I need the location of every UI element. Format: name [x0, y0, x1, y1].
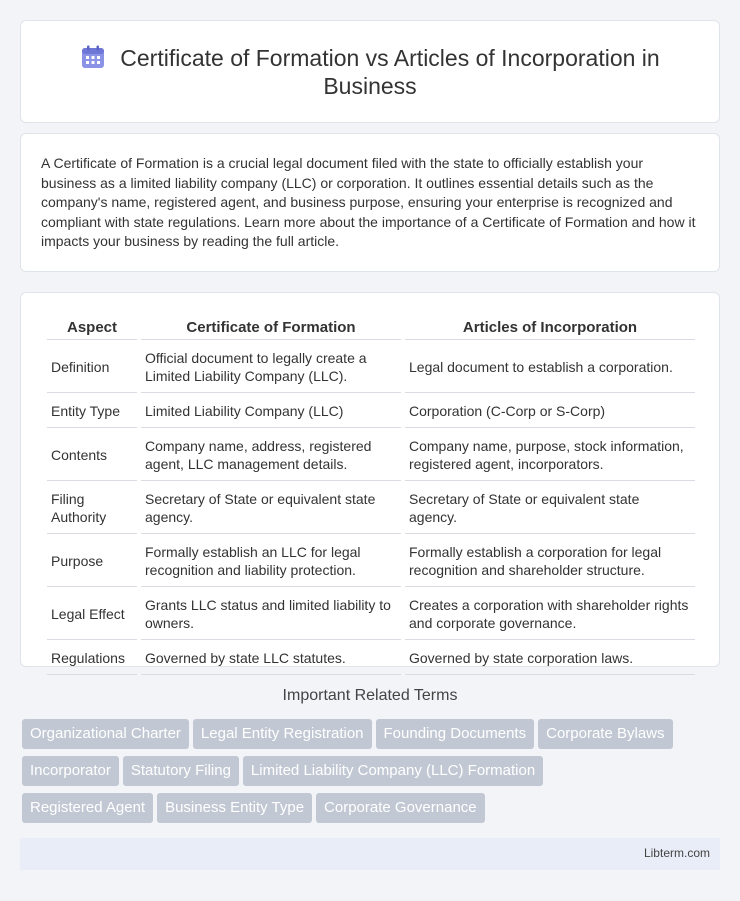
term-tag[interactable]: Incorporator	[22, 756, 119, 786]
table-cell: Purpose	[47, 536, 137, 587]
term-tag[interactable]: Limited Liability Company (LLC) Formation	[243, 756, 543, 786]
table-cell: Legal Effect	[47, 589, 137, 640]
related-terms-list	[22, 719, 722, 830]
title-card	[20, 20, 720, 123]
table-header-row	[47, 315, 695, 340]
term-tag[interactable]: Founding Documents	[376, 719, 535, 749]
table-row	[47, 642, 695, 675]
intro-text: A Certificate of Formation is a crucial legal document filed with the state to officially establish your business as a limited liability company (LLC) or corporation. It outlines essential details such as the company's name, registered agent, and business purpose, ensuring your enterprise is recognized and compliant with state regulations. Learn more about the importance of a Certificate of Formation and how it impacts your business by reading the full article.	[41, 155, 696, 250]
table-row	[47, 536, 695, 587]
term-tag[interactable]: Registered Agent	[22, 793, 153, 823]
table-cell: Legal document to establish a corporation.	[405, 342, 695, 393]
table-row	[47, 483, 695, 534]
column-header: Articles of Incorporation	[405, 315, 695, 340]
table-cell: Official document to legally create a Limited Liability Company (LLC).	[141, 342, 401, 393]
comparison-card	[20, 292, 720, 667]
calendar-icon	[80, 44, 106, 70]
term-tag[interactable]: Business Entity Type	[157, 793, 312, 823]
table-cell: Contents	[47, 430, 137, 481]
table-row	[47, 395, 695, 428]
table-cell: Definition	[47, 342, 137, 393]
table-cell: Formally establish an LLC for legal recognition and liability protection.	[141, 536, 401, 587]
table-cell: Secretary of State or equivalent state agency.	[141, 483, 401, 534]
table-row	[47, 430, 695, 481]
table-cell: Governed by state corporation laws.	[405, 642, 695, 675]
term-tag[interactable]: Statutory Filing	[123, 756, 239, 786]
intro-card	[20, 133, 720, 272]
table-cell: Formally establish a corporation for legal recognition and shareholder structure.	[405, 536, 695, 587]
table-cell: Secretary of State or equivalent state agency.	[405, 483, 695, 534]
footer-brand-link[interactable]: Libterm.com	[643, 846, 710, 860]
table-cell: Filing Authority	[47, 483, 137, 534]
table-row	[47, 589, 695, 640]
term-tag[interactable]: Organizational Charter	[22, 719, 189, 749]
column-header: Certificate of Formation	[141, 315, 401, 340]
footer	[20, 838, 720, 870]
term-tag[interactable]: Corporate Governance	[316, 793, 485, 823]
table-cell: Creates a corporation with shareholder rights and corporate governance.	[405, 589, 695, 640]
table-cell: Company name, address, registered agent, LLC management details.	[141, 430, 401, 481]
table-cell: Limited Liability Company (LLC)	[141, 395, 401, 428]
related-terms-heading: Important Related Terms	[282, 687, 458, 704]
table-cell: Company name, purpose, stock information, registered agent, incorporators.	[405, 430, 695, 481]
column-header: Aspect	[47, 315, 137, 340]
table-cell: Governed by state LLC statutes.	[141, 642, 401, 675]
table-cell: Grants LLC status and limited liability to owners.	[141, 589, 401, 640]
table-row	[47, 342, 695, 393]
term-tag[interactable]: Corporate Bylaws	[538, 719, 672, 749]
comparison-table	[43, 313, 699, 677]
table-cell: Corporation (C-Corp or S-Corp)	[405, 395, 695, 428]
table-cell: Entity Type	[47, 395, 137, 428]
page-title-wrap	[51, 44, 689, 100]
page-title: Certificate of Formation vs Articles of Incorporation in Business	[120, 44, 660, 99]
table-cell: Regulations	[47, 642, 137, 675]
term-tag[interactable]: Legal Entity Registration	[193, 719, 372, 749]
